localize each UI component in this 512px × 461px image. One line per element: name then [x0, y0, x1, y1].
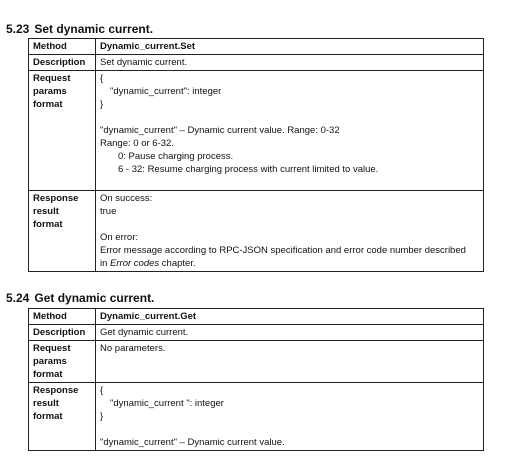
response-line-desc: "dynamic_current" – Dynamic current value.	[100, 437, 285, 448]
response-error-suffix: chapter.	[159, 258, 196, 269]
table-row-description	[29, 325, 484, 341]
response-label	[29, 383, 96, 451]
table-row-request	[29, 341, 484, 383]
section-number: 5.24	[6, 291, 30, 305]
request-line-open-brace: {	[100, 73, 104, 84]
method-value: Dynamic_current.Get	[96, 309, 484, 325]
response-line-close-brace: }	[100, 411, 104, 422]
spacer	[100, 423, 479, 436]
error-codes-reference: Error codes	[110, 258, 160, 269]
request-value: No parameters.	[96, 341, 484, 383]
request-line-range-desc: "dynamic_current" – Dynamic current value. Range: 0-32	[100, 125, 340, 136]
spec-table-set-dynamic-current	[28, 38, 484, 272]
table-row-method	[29, 39, 484, 55]
request-line-pause: 0: Pause charging process.	[118, 151, 234, 162]
response-label	[29, 191, 96, 272]
response-line-field: "dynamic_current ": integer	[110, 398, 224, 409]
request-label-line-3: format	[33, 369, 63, 380]
table-row-response	[29, 383, 484, 451]
request-line-field: "dynamic_current": integer	[110, 86, 222, 97]
section-number: 5.23	[6, 22, 30, 36]
response-label-line-3: format	[33, 411, 63, 422]
table-row-response	[29, 191, 484, 272]
response-error-header: On error:	[100, 232, 139, 243]
request-line-close-brace: }	[100, 99, 104, 110]
response-label-line-3: format	[33, 219, 63, 230]
description-value: Get dynamic current.	[96, 325, 484, 341]
response-label-line-2: result	[33, 206, 59, 217]
response-label-line-1: Response	[33, 385, 79, 396]
method-value: Dynamic_current.Set	[96, 39, 484, 55]
response-value	[96, 191, 484, 272]
table-row-description	[29, 55, 484, 71]
response-line-open-brace: {	[100, 385, 104, 396]
spec-table-get-dynamic-current	[28, 308, 484, 451]
request-label-line-2: params	[33, 86, 67, 97]
request-label	[29, 341, 96, 383]
section-heading-5-24	[6, 291, 154, 305]
method-label: Method	[29, 39, 96, 55]
request-label-line-2: params	[33, 356, 67, 367]
response-error-text: Error message according to RPC-JSON specification and error code number described	[100, 245, 466, 256]
request-label-line-1: Request	[33, 73, 71, 84]
spacer	[100, 218, 479, 231]
response-label-line-2: result	[33, 398, 59, 409]
response-success-header: On success:	[100, 193, 153, 204]
request-label	[29, 71, 96, 191]
request-label-line-3: format	[33, 99, 63, 110]
spacer	[100, 111, 479, 124]
response-error-reference	[100, 257, 479, 270]
response-error-in: in	[100, 258, 111, 269]
description-label: Description	[29, 55, 96, 71]
section-heading-5-23	[6, 22, 153, 36]
section-title: Get dynamic current.	[34, 291, 155, 305]
request-line-range: Range: 0 or 6-32.	[100, 138, 174, 149]
spacer	[100, 176, 479, 189]
table-row-method	[29, 309, 484, 325]
request-line-resume: 6 - 32: Resume charging process with current limited to value.	[118, 164, 379, 175]
request-label-line-1: Request	[33, 343, 71, 354]
response-value	[96, 383, 484, 451]
response-success-value: true	[100, 206, 117, 217]
description-value: Set dynamic current.	[96, 55, 484, 71]
request-value	[96, 71, 484, 191]
description-label: Description	[29, 325, 96, 341]
section-title: Set dynamic current.	[34, 22, 154, 36]
response-label-line-1: Response	[33, 193, 79, 204]
method-label: Method	[29, 309, 96, 325]
table-row-request	[29, 71, 484, 191]
